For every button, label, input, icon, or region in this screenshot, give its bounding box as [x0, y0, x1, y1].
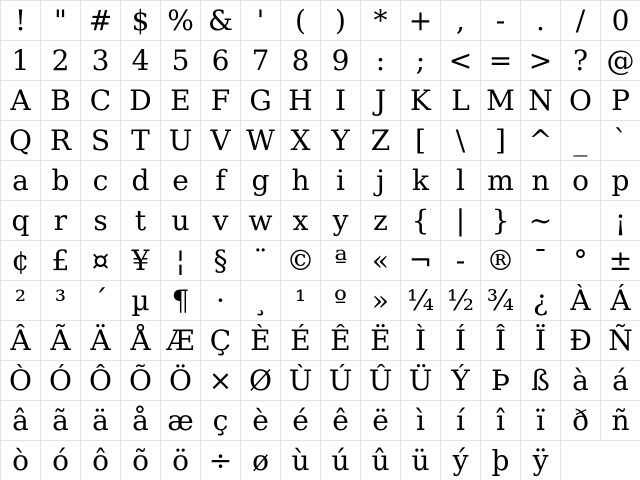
glyph-cell[interactable]: =: [480, 40, 520, 80]
glyph-cell[interactable]: á: [600, 360, 640, 400]
glyph-cell[interactable]: Ý: [440, 360, 480, 400]
glyph-cell[interactable]: O: [560, 80, 600, 120]
glyph-cell[interactable]: Ç: [200, 320, 240, 360]
glyph-cell[interactable]: N: [520, 80, 560, 120]
glyph-cell[interactable]: S: [80, 120, 120, 160]
glyph-cell[interactable]: Û: [360, 360, 400, 400]
glyph-cell[interactable]: [: [400, 120, 440, 160]
glyph-cell[interactable]: V: [200, 120, 240, 160]
glyph-cell[interactable]: ^: [520, 120, 560, 160]
glyph-cell[interactable]: î: [480, 400, 520, 440]
glyph-cell[interactable]: 7: [240, 40, 280, 80]
glyph-cell[interactable]: Á: [600, 280, 640, 320]
glyph-cell[interactable]: A: [0, 80, 40, 120]
glyph-cell[interactable]: 0: [600, 0, 640, 40]
glyph-cell[interactable]: ¹: [280, 280, 320, 320]
glyph-cell[interactable]: +: [400, 0, 440, 40]
glyph-cell[interactable]: w: [240, 200, 280, 240]
glyph-cell[interactable]: v: [200, 200, 240, 240]
glyph-cell[interactable]: ÿ: [520, 440, 560, 480]
glyph-cell[interactable]: Þ: [480, 360, 520, 400]
glyph-cell[interactable]: å: [120, 400, 160, 440]
glyph-cell[interactable]: þ: [480, 440, 520, 480]
glyph-cell[interactable]: Ã: [40, 320, 80, 360]
glyph-cell[interactable]: 5: [160, 40, 200, 80]
glyph-row: [0, 160, 640, 200]
glyph-cell[interactable]: ": [40, 0, 80, 40]
glyph-cell[interactable]: g: [240, 160, 280, 200]
glyph-cell[interactable]: ~: [520, 200, 560, 240]
glyph-cell[interactable]: ¥: [120, 240, 160, 280]
glyph-cell[interactable]: Ú: [320, 360, 360, 400]
glyph-cell[interactable]: º: [320, 280, 360, 320]
glyph-cell[interactable]: ·: [200, 280, 240, 320]
glyph-cell[interactable]: /: [560, 0, 600, 40]
glyph-cell[interactable]: Ü: [400, 360, 440, 400]
glyph-cell[interactable]: E: [160, 80, 200, 120]
glyph-row: [0, 280, 640, 320]
glyph-cell[interactable]: X: [280, 120, 320, 160]
glyph-cell[interactable]: T: [120, 120, 160, 160]
glyph-cell[interactable]: 1: [0, 40, 40, 80]
glyph-cell[interactable]: ³: [40, 280, 80, 320]
glyph-cell[interactable]: ¯: [520, 240, 560, 280]
glyph-cell[interactable]: @: [600, 40, 640, 80]
glyph-cell[interactable]: Q: [0, 120, 40, 160]
glyph-row: [0, 360, 640, 400]
glyph-cell[interactable]: ÷: [200, 440, 240, 480]
glyph-cell[interactable]: }: [480, 200, 520, 240]
glyph-cell[interactable]: È: [240, 320, 280, 360]
glyph-cell[interactable]: C: [80, 80, 120, 120]
glyph-cell[interactable]: ¢: [0, 240, 40, 280]
glyph-cell[interactable]: ó: [40, 440, 80, 480]
glyph-cell[interactable]: q: [0, 200, 40, 240]
glyph-cell[interactable]: _: [560, 120, 600, 160]
glyph-cell[interactable]: ': [240, 0, 280, 40]
glyph-cell[interactable]: 4: [120, 40, 160, 80]
glyph-cell[interactable]: *: [360, 0, 400, 40]
glyph-cell[interactable]: H: [280, 80, 320, 120]
glyph-cell[interactable]: ì: [400, 400, 440, 440]
glyph-cell[interactable]: h: [280, 160, 320, 200]
glyph-cell[interactable]: j: [360, 160, 400, 200]
glyph-cell[interactable]: Ù: [280, 360, 320, 400]
glyph-cell[interactable]: D: [120, 80, 160, 120]
glyph-cell[interactable]: :: [360, 40, 400, 80]
glyph-cell[interactable]: ú: [320, 440, 360, 480]
glyph-cell[interactable]: 8: [280, 40, 320, 80]
glyph-cell[interactable]: ¬: [400, 240, 440, 280]
glyph-cell-empty[interactable]: [560, 440, 600, 480]
glyph-cell[interactable]: n: [520, 160, 560, 200]
glyph-cell[interactable]: R: [40, 120, 80, 160]
glyph-row: [0, 80, 640, 120]
glyph-cell[interactable]: Ä: [80, 320, 120, 360]
glyph-cell[interactable]: ù: [280, 440, 320, 480]
glyph-cell[interactable]: (: [280, 0, 320, 40]
glyph-cell[interactable]: !: [0, 0, 40, 40]
glyph-cell[interactable]: #: [80, 0, 120, 40]
glyph-cell[interactable]: ò: [0, 440, 40, 480]
glyph-cell[interactable]: ø: [240, 440, 280, 480]
glyph-cell[interactable]: Í: [440, 320, 480, 360]
glyph-cell[interactable]: Ð: [560, 320, 600, 360]
glyph-row: [0, 440, 640, 480]
glyph-cell[interactable]: Ï: [520, 320, 560, 360]
glyph-cell[interactable]: Æ: [160, 320, 200, 360]
glyph-cell[interactable]: I: [320, 80, 360, 120]
glyph-cell[interactable]: 6: [200, 40, 240, 80]
glyph-cell[interactable]: ¡: [600, 200, 640, 240]
glyph-cell[interactable]: ï: [520, 400, 560, 440]
glyph-cell[interactable]: Â: [0, 320, 40, 360]
glyph-cell[interactable]: ê: [320, 400, 360, 440]
glyph-cell[interactable]: p: [600, 160, 640, 200]
glyph-row: [0, 320, 640, 360]
glyph-cell[interactable]: ¸: [240, 280, 280, 320]
glyph-cell[interactable]: õ: [120, 440, 160, 480]
glyph-row: [0, 400, 640, 440]
glyph-cell[interactable]: y: [320, 200, 360, 240]
glyph-cell[interactable]: t: [120, 200, 160, 240]
glyph-cell[interactable]: à: [560, 360, 600, 400]
glyph-cell[interactable]: Ø: [240, 360, 280, 400]
glyph-cell[interactable]: d: [120, 160, 160, 200]
glyph-cell[interactable]: 3: [80, 40, 120, 80]
glyph-cell[interactable]: >: [520, 40, 560, 80]
glyph-cell[interactable]: í: [440, 400, 480, 440]
glyph-cell[interactable]: ß: [520, 360, 560, 400]
glyph-cell[interactable]: Õ: [120, 360, 160, 400]
glyph-cell[interactable]: Ò: [0, 360, 40, 400]
glyph-cell[interactable]: o: [560, 160, 600, 200]
glyph-cell[interactable]: ²: [0, 280, 40, 320]
glyph-cell[interactable]: Ó: [40, 360, 80, 400]
glyph-cell[interactable]: ñ: [600, 400, 640, 440]
glyph-cell[interactable]: B: [40, 80, 80, 120]
glyph-cell[interactable]: ¿: [520, 280, 560, 320]
glyph-cell[interactable]: M: [480, 80, 520, 120]
glyph-cell[interactable]: ½: [440, 280, 480, 320]
glyph-cell[interactable]: ë: [360, 400, 400, 440]
glyph-cell[interactable]: m: [480, 160, 520, 200]
glyph-cell[interactable]: ;: [400, 40, 440, 80]
glyph-cell[interactable]: F: [200, 80, 240, 120]
glyph-cell[interactable]: -: [480, 0, 520, 40]
glyph-cell[interactable]: <: [440, 40, 480, 80]
glyph-cell[interactable]: °: [560, 240, 600, 280]
glyph-cell[interactable]: e: [160, 160, 200, 200]
glyph-cell[interactable]: ¤: [80, 240, 120, 280]
glyph-cell[interactable]: ×: [200, 360, 240, 400]
glyph-row: [0, 0, 640, 40]
glyph-cell[interactable]: ¦: [160, 240, 200, 280]
glyph-cell[interactable]: a: [0, 160, 40, 200]
glyph-cell[interactable]: Ö: [160, 360, 200, 400]
glyph-cell[interactable]: ®: [480, 240, 520, 280]
glyph-cell[interactable]: ©: [280, 240, 320, 280]
glyph-cell[interactable]: r: [40, 200, 80, 240]
glyph-cell[interactable]: Y: [320, 120, 360, 160]
glyph-cell[interactable]: G: [240, 80, 280, 120]
glyph-row: [0, 40, 640, 80]
glyph-cell-empty[interactable]: [600, 440, 640, 480]
glyph-cell[interactable]: »: [360, 280, 400, 320]
glyph-cell[interactable]: b: [40, 160, 80, 200]
glyph-cell[interactable]: L: [440, 80, 480, 120]
glyph-cell[interactable]: ]: [480, 120, 520, 160]
glyph-cell[interactable]: ´: [80, 280, 120, 320]
glyph-cell[interactable]: ¾: [480, 280, 520, 320]
glyph-cell[interactable]: J: [360, 80, 400, 120]
glyph-cell[interactable]: x: [280, 200, 320, 240]
glyph-cell[interactable]: Ê: [320, 320, 360, 360]
glyph-cell[interactable]: u: [160, 200, 200, 240]
glyph-cell[interactable]: £: [40, 240, 80, 280]
glyph-cell[interactable]: -: [440, 240, 480, 280]
glyph-cell-empty[interactable]: [560, 200, 600, 240]
glyph-cell[interactable]: Î: [480, 320, 520, 360]
glyph-cell[interactable]: ã: [40, 400, 80, 440]
glyph-row: [0, 120, 640, 160]
glyph-cell[interactable]: K: [400, 80, 440, 120]
glyph-cell[interactable]: û: [360, 440, 400, 480]
glyph-cell[interactable]: §: [200, 240, 240, 280]
glyph-cell[interactable]: æ: [160, 400, 200, 440]
glyph-cell[interactable]: k: [400, 160, 440, 200]
glyph-cell[interactable]: P: [600, 80, 640, 120]
glyph-cell[interactable]: ö: [160, 440, 200, 480]
glyph-cell[interactable]: ô: [80, 440, 120, 480]
glyph-cell[interactable]: ¨: [240, 240, 280, 280]
glyph-cell[interactable]: Z: [360, 120, 400, 160]
glyph-row: [0, 240, 640, 280]
glyph-cell[interactable]: ¶: [160, 280, 200, 320]
glyph-cell[interactable]: $: [120, 0, 160, 40]
glyph-row: [0, 200, 640, 240]
glyph-cell[interactable]: è: [240, 400, 280, 440]
glyph-cell[interactable]: ý: [440, 440, 480, 480]
glyph-cell[interactable]: ±: [600, 240, 640, 280]
glyph-cell[interactable]: s: [80, 200, 120, 240]
glyph-cell[interactable]: ¼: [400, 280, 440, 320]
glyph-cell[interactable]: 2: [40, 40, 80, 80]
glyph-cell[interactable]: É: [280, 320, 320, 360]
glyph-cell[interactable]: U: [160, 120, 200, 160]
glyph-cell[interactable]: ª: [320, 240, 360, 280]
glyph-cell[interactable]: \: [440, 120, 480, 160]
glyph-cell[interactable]: Ñ: [600, 320, 640, 360]
glyph-cell[interactable]: ç: [200, 400, 240, 440]
glyph-cell[interactable]: À: [560, 280, 600, 320]
glyph-cell[interactable]: µ: [120, 280, 160, 320]
glyph-cell[interactable]: c: [80, 160, 120, 200]
glyph-cell[interactable]: i: [320, 160, 360, 200]
glyph-cell[interactable]: l: [440, 160, 480, 200]
glyph-cell[interactable]: %: [160, 0, 200, 40]
glyph-cell[interactable]: ?: [560, 40, 600, 80]
glyph-cell[interactable]: ,: [440, 0, 480, 40]
glyph-cell[interactable]: {: [400, 200, 440, 240]
glyph-cell[interactable]: Ì: [400, 320, 440, 360]
glyph-cell[interactable]: W: [240, 120, 280, 160]
glyph-cell[interactable]: â: [0, 400, 40, 440]
glyph-cell[interactable]: |: [440, 200, 480, 240]
glyph-cell[interactable]: z: [360, 200, 400, 240]
glyph-cell[interactable]: &: [200, 0, 240, 40]
glyph-cell[interactable]: .: [520, 0, 560, 40]
glyph-cell[interactable]: 9: [320, 40, 360, 80]
glyph-cell[interactable]: Ë: [360, 320, 400, 360]
glyph-cell[interactable]: ð: [560, 400, 600, 440]
glyph-cell[interactable]: Å: [120, 320, 160, 360]
glyph-cell[interactable]: ä: [80, 400, 120, 440]
glyph-cell[interactable]: ü: [400, 440, 440, 480]
glyph-cell[interactable]: Ô: [80, 360, 120, 400]
glyph-cell[interactable]: «: [360, 240, 400, 280]
glyph-cell[interactable]: ): [320, 0, 360, 40]
glyph-cell[interactable]: é: [280, 400, 320, 440]
glyph-cell[interactable]: `: [600, 120, 640, 160]
glyph-cell[interactable]: f: [200, 160, 240, 200]
